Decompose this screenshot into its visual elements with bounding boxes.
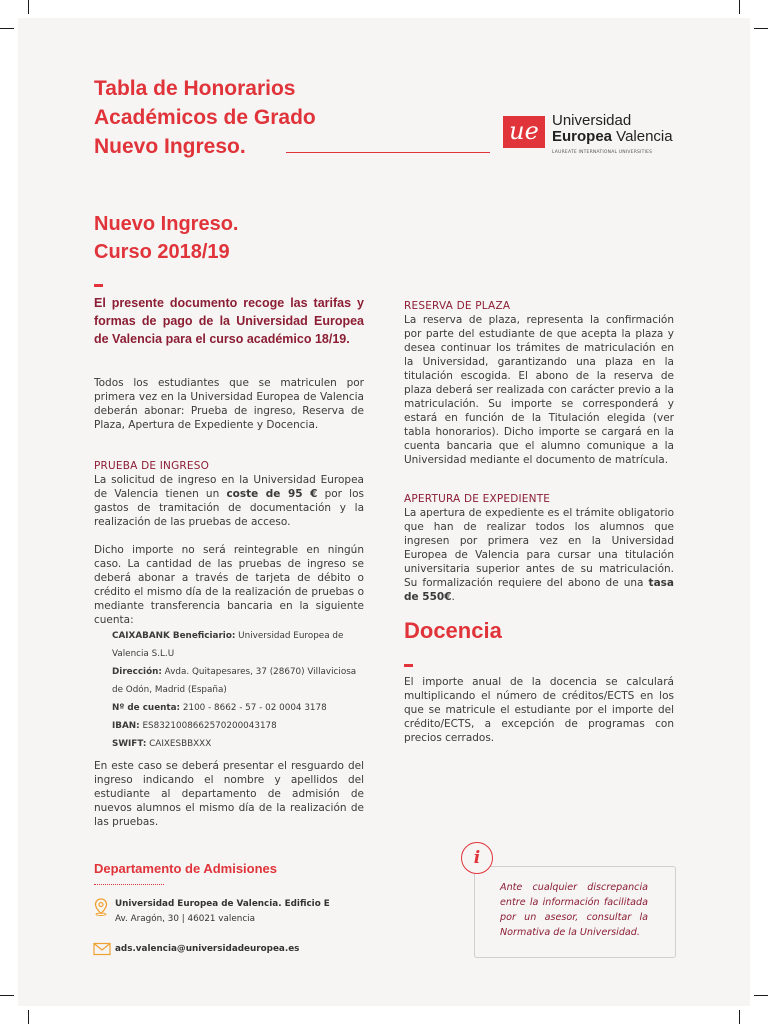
bank-cuenta <box>112 699 364 717</box>
docencia-paragraph: El importe anual de la docencia se calculará multiplicando el número de créditos/ECTS en los que se matricule el estudiante por el importe del crédito/ECTS, a excepción de programas con precios cerrados. <box>404 676 674 744</box>
disclaimer-text: Ante cualquier discrepancia entre la información facilitada por un asesor, consultar la Normativa de la Universidad. <box>500 882 648 938</box>
bank-value: Avda. Quitapesares, 37 (28670) Villaviciosa de Odón, Madrid (España) <box>112 667 357 695</box>
dotted-divider <box>94 884 164 885</box>
university-logo-mark: ue <box>503 116 545 148</box>
university-logo-text <box>552 113 673 145</box>
lead-paragraph: El presente documento recoge las tarifas y formas de pago de la Universidad Europea de Valencia para el curso académico 18/19. <box>94 296 364 346</box>
reserva-title: RESERVA DE PLAZA <box>404 300 511 312</box>
bank-label: SWIFT: <box>112 739 147 749</box>
logo-line-2-light: Valencia <box>612 128 673 145</box>
title-line-2: Académicos de Grado <box>94 106 316 129</box>
accent-dash <box>94 284 103 287</box>
crop-mark <box>28 0 29 14</box>
heading-line-1: Nuevo Ingreso. <box>94 213 239 235</box>
address-line-2: Av. Aragón, 30 | 46021 valencia <box>115 914 256 924</box>
heading-line-2: Curso 2018/19 <box>94 241 230 263</box>
title-underline <box>286 152 490 153</box>
bank-iban <box>112 717 364 735</box>
logo-tagline: LAUREATE INTERNATIONAL UNIVERSITIES <box>552 150 653 155</box>
prueba-paragraph-1 <box>94 473 364 529</box>
apertura-text: La apertura de expediente es el trámite obligatorio que han de realizar todos los alumnos que ingresen por primera vez en la Universidad Europea de Valencia para cursar una titulación universitaria superior antes de su matriculación. Su formalización requiere del abono de una <box>404 507 674 589</box>
prueba-paragraph-3: En este caso se deberá presentar el resguardo del ingreso indicando el nombre y apellidos del estudiante al departamento de admisión de nuevos alumnos el mismo día de la realización de las pruebas. <box>94 760 364 828</box>
bank-details <box>112 627 364 753</box>
docencia-title: Docencia <box>404 618 502 643</box>
crop-mark <box>28 1010 29 1024</box>
info-icon: i <box>461 842 493 874</box>
prueba-text-end: por los gastos de tramitación de documentación y la realización de las pruebas de acceso. <box>94 488 364 528</box>
logo-line-2-bold: Europea <box>552 128 613 145</box>
bank-value: CAIXESBBXXX <box>146 739 212 749</box>
apertura-text-end: . <box>451 591 455 603</box>
bank-direccion <box>112 663 364 699</box>
prueba-cost: coste de 95 € <box>226 488 318 500</box>
bank-beneficiario <box>112 627 364 663</box>
crop-mark <box>739 0 740 14</box>
title-line-1: Tabla de Honorarios <box>94 77 296 100</box>
mail-icon <box>93 942 111 956</box>
crop-mark <box>754 995 768 996</box>
document-title <box>94 74 316 161</box>
bank-value: Universidad Europea de Valencia S.L.U <box>112 631 344 659</box>
crop-mark <box>754 28 768 29</box>
bank-label: Nº de cuenta: <box>112 703 181 713</box>
reserva-paragraph: La reserva de plaza, representa la confirmación por parte del estudiante de que acepta la plaza y desea continuar los trámites de matriculación en la Universidad, garantizando una plaza en la titulación escogida. El abono de la reserva de plaza deberá ser realizada con carácter previo a la matriculación. Su importe se corresponderá y estará en función de la Titulación elegida (ver tabla honorarios). Dicho importe se cargará en la cuenta bancaria que el alumno comunique a la Universidad mediante el documento de matrícula. <box>404 314 674 466</box>
prueba-title: PRUEBA DE INGRESO <box>94 460 210 472</box>
admisiones-address <box>115 897 330 927</box>
location-icon <box>93 898 109 916</box>
email-link[interactable]: ads.valencia@universidadeuropea.es <box>115 944 300 954</box>
title-line-3: Nuevo Ingreso. <box>94 135 246 158</box>
apertura-paragraph <box>404 506 674 604</box>
prueba-paragraph-2: Dicho importe no será reintegrable en ningún caso. La cantidad de las pruebas de ingreso se deberá abonar a través de tarjeta de débito o crédito el mismo día de la realización de pruebas o mediante transferencia bancaria en la siguiente cuenta: <box>94 544 364 626</box>
logo-line-1: Universidad <box>552 112 632 129</box>
apertura-title: APERTURA DE EXPEDIENTE <box>404 493 551 505</box>
admisiones-title: Departamento de Admisiones <box>94 861 278 876</box>
prueba-text: La solicitud de ingreso en la Universidad Europea de Valencia tienen un <box>94 474 364 500</box>
bank-label: Dirección: <box>112 667 162 677</box>
bank-value: ES8321008662570200043178 <box>139 721 277 731</box>
crop-mark <box>739 1010 740 1024</box>
bank-label: IBAN: <box>112 721 140 731</box>
address-line-1: Universidad Europea de Valencia. Edificio E <box>115 899 330 909</box>
accent-dash <box>404 664 413 667</box>
crop-mark <box>0 28 14 29</box>
bank-swift <box>112 735 364 753</box>
bank-value: 2100 - 8662 - 57 - 02 0004 3178 <box>180 703 327 713</box>
section-heading <box>94 210 238 266</box>
bank-label: CAIXABANK Beneficiario: <box>112 631 236 641</box>
apertura-fee: tasa de 550€ <box>404 577 674 603</box>
crop-mark <box>0 995 14 996</box>
intro-paragraph: Todos los estudiantes que se matriculen por primera vez en la Universidad Europea de Valencia deberán abonar: Prueba de ingreso, Reserva de Plaza, Apertura de Expediente y Docencia. <box>94 377 364 431</box>
